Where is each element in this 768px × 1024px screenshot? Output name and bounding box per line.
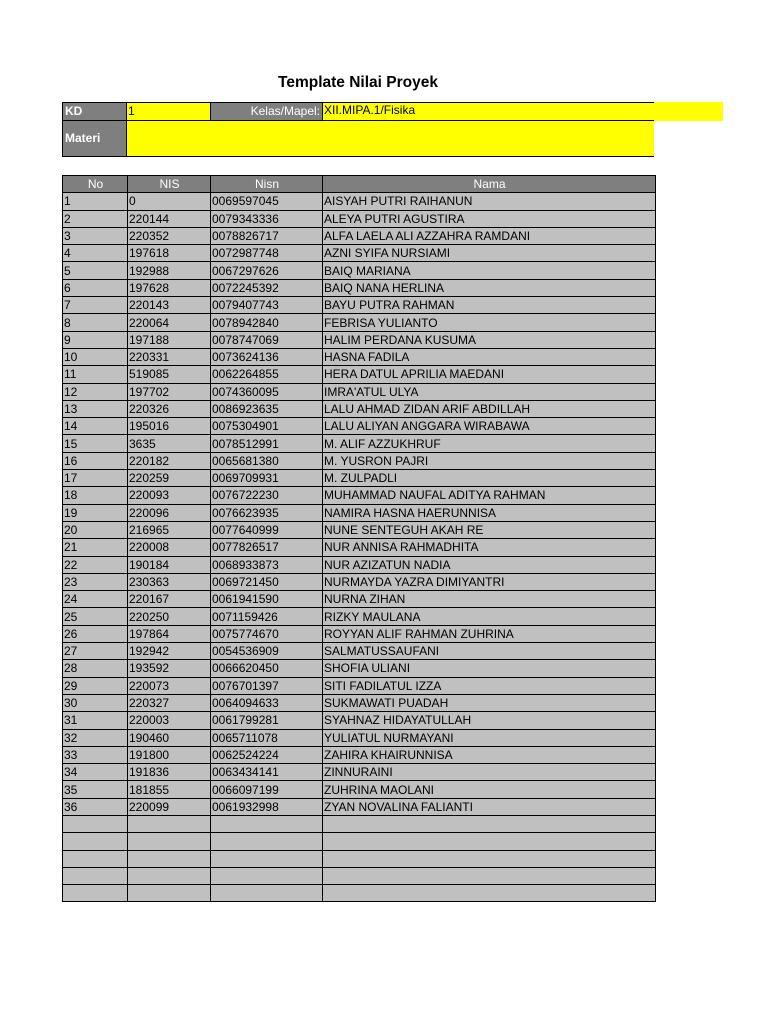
cell-no[interactable]: 24	[63, 591, 128, 608]
cell-nisn[interactable]: 0061932998	[211, 798, 323, 815]
cell-no[interactable]: 27	[63, 643, 128, 660]
column-header-nama[interactable]: Nama	[323, 176, 656, 193]
cell-nis[interactable]	[128, 815, 211, 832]
cell-nis[interactable]: 193592	[128, 660, 211, 677]
cell-nis[interactable]: 220143	[128, 297, 211, 314]
cell-nisn[interactable]: 0079343336	[211, 210, 323, 227]
cell-nama[interactable]: AZNI SYIFA NURSIAMI	[323, 245, 656, 262]
cell-nama[interactable]	[323, 850, 656, 867]
cell-nama[interactable]: RIZKY MAULANA	[323, 608, 656, 625]
cell-nama[interactable]: NUR ANNISA RAHMADHITA	[323, 539, 656, 556]
cell-nis[interactable]: 191836	[128, 764, 211, 781]
cell-nis[interactable]: 190460	[128, 729, 211, 746]
table-row	[63, 677, 656, 694]
cell-nis[interactable]: 220099	[128, 798, 211, 815]
cell-nis[interactable]: 192942	[128, 643, 211, 660]
cell-nis[interactable]: 191800	[128, 746, 211, 763]
table-row	[63, 331, 656, 348]
cell-nisn[interactable]	[211, 867, 323, 884]
cell-no[interactable]: 31	[63, 712, 128, 729]
cell-nisn[interactable]: 0077826517	[211, 539, 323, 556]
cell-nisn[interactable]: 0072987748	[211, 245, 323, 262]
cell-no[interactable]: 18	[63, 487, 128, 504]
table-row	[63, 314, 656, 331]
cell-no[interactable]: 8	[63, 314, 128, 331]
cell-no[interactable]: 26	[63, 625, 128, 642]
cell-nama[interactable]: SHOFIA ULIANI	[323, 660, 656, 677]
cell-nama[interactable]: ALFA LAELA ALI AZZAHRA RAMDANI	[323, 227, 656, 244]
cell-nisn[interactable]: 0075304901	[211, 418, 323, 435]
kelas-mapel-label: Kelas/Mapel:	[210, 102, 323, 121]
cell-nis[interactable]: 220167	[128, 591, 211, 608]
table-row	[63, 279, 656, 296]
table-row	[63, 885, 656, 902]
cell-nis[interactable]: 220250	[128, 608, 211, 625]
cell-nisn[interactable]: 0075774670	[211, 625, 323, 642]
cell-no[interactable]	[63, 850, 128, 867]
table-row	[63, 608, 656, 625]
cell-nisn[interactable]: 0074360095	[211, 383, 323, 400]
table-row	[63, 470, 656, 487]
table-row	[63, 193, 656, 210]
cell-nama[interactable]: ZYAN NOVALINA FALIANTI	[323, 798, 656, 815]
table-row	[63, 227, 656, 244]
cell-nis[interactable]: 220008	[128, 539, 211, 556]
cell-nisn[interactable]: 0066097199	[211, 781, 323, 798]
cell-nis[interactable]: 519085	[128, 366, 211, 383]
table-row	[63, 383, 656, 400]
table-row	[63, 815, 656, 832]
cell-nama[interactable]: LALU ALIYAN ANGGARA WIRABAWA	[323, 418, 656, 435]
cell-nis[interactable]: 3635	[128, 435, 211, 452]
table-row	[63, 867, 656, 884]
cell-nisn[interactable]: 0078826717	[211, 227, 323, 244]
cell-no[interactable]	[63, 885, 128, 902]
table-row	[63, 850, 656, 867]
cell-nisn[interactable]	[211, 833, 323, 850]
cell-nisn[interactable]: 0067297626	[211, 262, 323, 279]
table-row	[63, 366, 656, 383]
cell-no[interactable]: 10	[63, 348, 128, 365]
cell-nisn[interactable]: 0076722230	[211, 487, 323, 504]
cell-nisn[interactable]: 0065711078	[211, 729, 323, 746]
cell-nama[interactable]: M. ALIF AZZUKHRUF	[323, 435, 656, 452]
table-row	[63, 694, 656, 711]
table-row	[63, 591, 656, 608]
cell-no[interactable]: 36	[63, 798, 128, 815]
cell-no[interactable]: 29	[63, 677, 128, 694]
table-row	[63, 746, 656, 763]
cell-nama[interactable]: BAIQ NANA HERLINA	[323, 279, 656, 296]
cell-nis[interactable]: 220182	[128, 452, 211, 469]
cell-no[interactable]: 12	[63, 383, 128, 400]
cell-nisn[interactable]: 0068933873	[211, 556, 323, 573]
cell-no[interactable]: 11	[63, 366, 128, 383]
cell-no[interactable]: 15	[63, 435, 128, 452]
cell-no[interactable]: 2	[63, 210, 128, 227]
cell-nama[interactable]: AISYAH PUTRI RAIHANUN	[323, 193, 656, 210]
cell-nisn[interactable]: 0064094633	[211, 694, 323, 711]
table-row	[63, 521, 656, 538]
table-row	[63, 625, 656, 642]
table-row	[63, 452, 656, 469]
kd-value-cell[interactable]: 1	[127, 102, 211, 121]
cell-no[interactable]: 9	[63, 331, 128, 348]
cell-nis[interactable]: 220064	[128, 314, 211, 331]
cell-no[interactable]: 7	[63, 297, 128, 314]
cell-nis[interactable]: 197702	[128, 383, 211, 400]
cell-nama[interactable]: NAMIRA HASNA HAERUNNISA	[323, 504, 656, 521]
cell-no[interactable]: 16	[63, 452, 128, 469]
cell-nis[interactable]: 230363	[128, 573, 211, 590]
cell-nama[interactable]: SALMATUSSAUFANI	[323, 643, 656, 660]
materi-label: Materi	[62, 121, 127, 157]
materi-header-row	[62, 121, 654, 157]
table-row	[63, 729, 656, 746]
cell-nama[interactable]: ZUHRINA MAOLANI	[323, 781, 656, 798]
table-row	[63, 348, 656, 365]
table-row	[63, 297, 656, 314]
cell-nama[interactable]: YULIATUL NURMAYANI	[323, 729, 656, 746]
cell-nama[interactable]: NUNE SENTEGUH AKAH RE	[323, 521, 656, 538]
cell-nisn[interactable]: 0054536909	[211, 643, 323, 660]
cell-nis[interactable]	[128, 885, 211, 902]
cell-nis[interactable]	[128, 850, 211, 867]
cell-nis[interactable]: 197618	[128, 245, 211, 262]
table-row	[63, 573, 656, 590]
cell-nisn[interactable]: 0063434141	[211, 764, 323, 781]
cell-nisn[interactable]: 0062524224	[211, 746, 323, 763]
cell-nama[interactable]: M. ZULPADLI	[323, 470, 656, 487]
cell-nis[interactable]: 220144	[128, 210, 211, 227]
cell-no[interactable]	[63, 867, 128, 884]
cell-nisn[interactable]: 0072245392	[211, 279, 323, 296]
kd-label: KD	[62, 102, 127, 121]
cell-no[interactable]	[63, 833, 128, 850]
cell-nama[interactable]: M. YUSRON PAJRI	[323, 452, 656, 469]
cell-nama[interactable]: NURNA ZIHAN	[323, 591, 656, 608]
cell-nisn[interactable]: 0076701397	[211, 677, 323, 694]
cell-nama[interactable]	[323, 867, 656, 884]
cell-nisn[interactable]: 0073624136	[211, 348, 323, 365]
cell-nis[interactable]: 220259	[128, 470, 211, 487]
cell-nama[interactable]: FEBRISA YULIANTO	[323, 314, 656, 331]
cell-nisn[interactable]	[211, 885, 323, 902]
cell-nisn[interactable]: 0062264855	[211, 366, 323, 383]
cell-no[interactable]: 6	[63, 279, 128, 296]
cell-nama[interactable]: ZINNURAINI	[323, 764, 656, 781]
cell-nisn[interactable]: 0076623935	[211, 504, 323, 521]
table-row	[63, 643, 656, 660]
cell-no[interactable]: 17	[63, 470, 128, 487]
cell-no[interactable]: 33	[63, 746, 128, 763]
kd-header-row	[62, 102, 723, 121]
cell-nama[interactable]	[323, 885, 656, 902]
cell-nisn[interactable]	[211, 815, 323, 832]
cell-no[interactable]: 25	[63, 608, 128, 625]
cell-nisn[interactable]: 0061941590	[211, 591, 323, 608]
cell-nisn[interactable]: 0079407743	[211, 297, 323, 314]
cell-nama[interactable]: NUR AZIZATUN NADIA	[323, 556, 656, 573]
cell-nis[interactable]: 195016	[128, 418, 211, 435]
cell-no[interactable]: 1	[63, 193, 128, 210]
cell-no[interactable]: 32	[63, 729, 128, 746]
cell-no[interactable]: 22	[63, 556, 128, 573]
cell-nis[interactable]: 0	[128, 193, 211, 210]
materi-value-cell[interactable]	[127, 121, 654, 157]
cell-nis[interactable]: 220327	[128, 694, 211, 711]
table-row	[63, 418, 656, 435]
cell-nisn[interactable]: 0065681380	[211, 452, 323, 469]
cell-nama[interactable]	[323, 833, 656, 850]
cell-nisn[interactable]: 0071159426	[211, 608, 323, 625]
cell-nis[interactable]: 220331	[128, 348, 211, 365]
cell-no[interactable]: 13	[63, 400, 128, 417]
cell-nama[interactable]: ALEYA PUTRI AGUSTIRA	[323, 210, 656, 227]
cell-no[interactable]: 21	[63, 539, 128, 556]
table-row	[63, 712, 656, 729]
cell-nis[interactable]: 220096	[128, 504, 211, 521]
cell-no[interactable]: 35	[63, 781, 128, 798]
cell-nisn[interactable]: 0069721450	[211, 573, 323, 590]
table-row	[63, 764, 656, 781]
table-row	[63, 400, 656, 417]
cell-no[interactable]: 20	[63, 521, 128, 538]
cell-nama[interactable]: BAIQ MARIANA	[323, 262, 656, 279]
cell-nis[interactable]: 220003	[128, 712, 211, 729]
cell-nisn[interactable]: 0078747069	[211, 331, 323, 348]
cell-nis[interactable]: 220326	[128, 400, 211, 417]
table-row	[63, 210, 656, 227]
cell-nis[interactable]: 220073	[128, 677, 211, 694]
cell-nis[interactable]: 190184	[128, 556, 211, 573]
student-table	[62, 175, 656, 902]
table-row	[63, 798, 656, 815]
cell-nisn[interactable]: 0061799281	[211, 712, 323, 729]
cell-no[interactable]: 19	[63, 504, 128, 521]
cell-nis[interactable]	[128, 833, 211, 850]
table-row	[63, 435, 656, 452]
cell-nisn[interactable]: 0069709931	[211, 470, 323, 487]
table-row	[63, 539, 656, 556]
cell-nis[interactable]: 220093	[128, 487, 211, 504]
cell-nama[interactable]: BAYU PUTRA RAHMAN	[323, 297, 656, 314]
cell-no[interactable]: 5	[63, 262, 128, 279]
cell-nis[interactable]: 197188	[128, 331, 211, 348]
cell-nisn[interactable]: 0066620450	[211, 660, 323, 677]
cell-no[interactable]: 30	[63, 694, 128, 711]
cell-nis[interactable]: 192988	[128, 262, 211, 279]
cell-nama[interactable]: ROYYAN ALIF RAHMAN ZUHRINA	[323, 625, 656, 642]
cell-nisn[interactable]: 0077640999	[211, 521, 323, 538]
cell-nis[interactable]	[128, 867, 211, 884]
cell-nis[interactable]: 197864	[128, 625, 211, 642]
cell-no[interactable]: 14	[63, 418, 128, 435]
cell-nama[interactable]: MUHAMMAD NAUFAL ADITYA RAHMAN	[323, 487, 656, 504]
cell-nama[interactable]	[323, 815, 656, 832]
table-row	[63, 781, 656, 798]
cell-nis[interactable]: 216965	[128, 521, 211, 538]
cell-nisn[interactable]: 0078942840	[211, 314, 323, 331]
cell-nama[interactable]: HALIM PERDANA KUSUMA	[323, 331, 656, 348]
cell-no[interactable]: 34	[63, 764, 128, 781]
cell-nama[interactable]: SITI FADILATUL IZZA	[323, 677, 656, 694]
table-row	[63, 660, 656, 677]
cell-no[interactable]: 4	[63, 245, 128, 262]
cell-no[interactable]: 28	[63, 660, 128, 677]
column-header-nis[interactable]: NIS	[128, 176, 211, 193]
table-row	[63, 504, 656, 521]
cell-no[interactable]	[63, 815, 128, 832]
kelas-mapel-value-cell[interactable]: XII.MIPA.1/Fisika	[323, 102, 723, 121]
cell-nama[interactable]: HASNA FADILA	[323, 348, 656, 365]
cell-nisn[interactable]: 0078512991	[211, 435, 323, 452]
cell-nisn[interactable]: 0069597045	[211, 193, 323, 210]
page-title: Template Nilai Proyek	[278, 74, 438, 91]
table-row	[63, 833, 656, 850]
table-row	[63, 556, 656, 573]
column-header-no[interactable]: No	[63, 176, 128, 193]
cell-nisn[interactable]	[211, 850, 323, 867]
cell-nama[interactable]: SYAHNAZ HIDAYATULLAH	[323, 712, 656, 729]
cell-nis[interactable]: 220352	[128, 227, 211, 244]
table-header-row	[63, 176, 656, 193]
cell-nama[interactable]: IMRA'ATUL ULYA	[323, 383, 656, 400]
cell-nis[interactable]: 181855	[128, 781, 211, 798]
cell-nisn[interactable]: 0086923635	[211, 400, 323, 417]
cell-nama[interactable]: ZAHIRA KHAIRUNNISA	[323, 746, 656, 763]
cell-nama[interactable]: NURMAYDA YAZRA DIMIYANTRI	[323, 573, 656, 590]
cell-no[interactable]: 3	[63, 227, 128, 244]
cell-nama[interactable]: HERA DATUL APRILIA MAEDANI	[323, 366, 656, 383]
cell-nama[interactable]: SUKMAWATI PUADAH	[323, 694, 656, 711]
cell-nis[interactable]: 197628	[128, 279, 211, 296]
table-row	[63, 245, 656, 262]
table-row	[63, 487, 656, 504]
cell-no[interactable]: 23	[63, 573, 128, 590]
cell-nama[interactable]: LALU AHMAD ZIDAN ARIF ABDILLAH	[323, 400, 656, 417]
column-header-nisn[interactable]: Nisn	[211, 176, 323, 193]
table-row	[63, 262, 656, 279]
